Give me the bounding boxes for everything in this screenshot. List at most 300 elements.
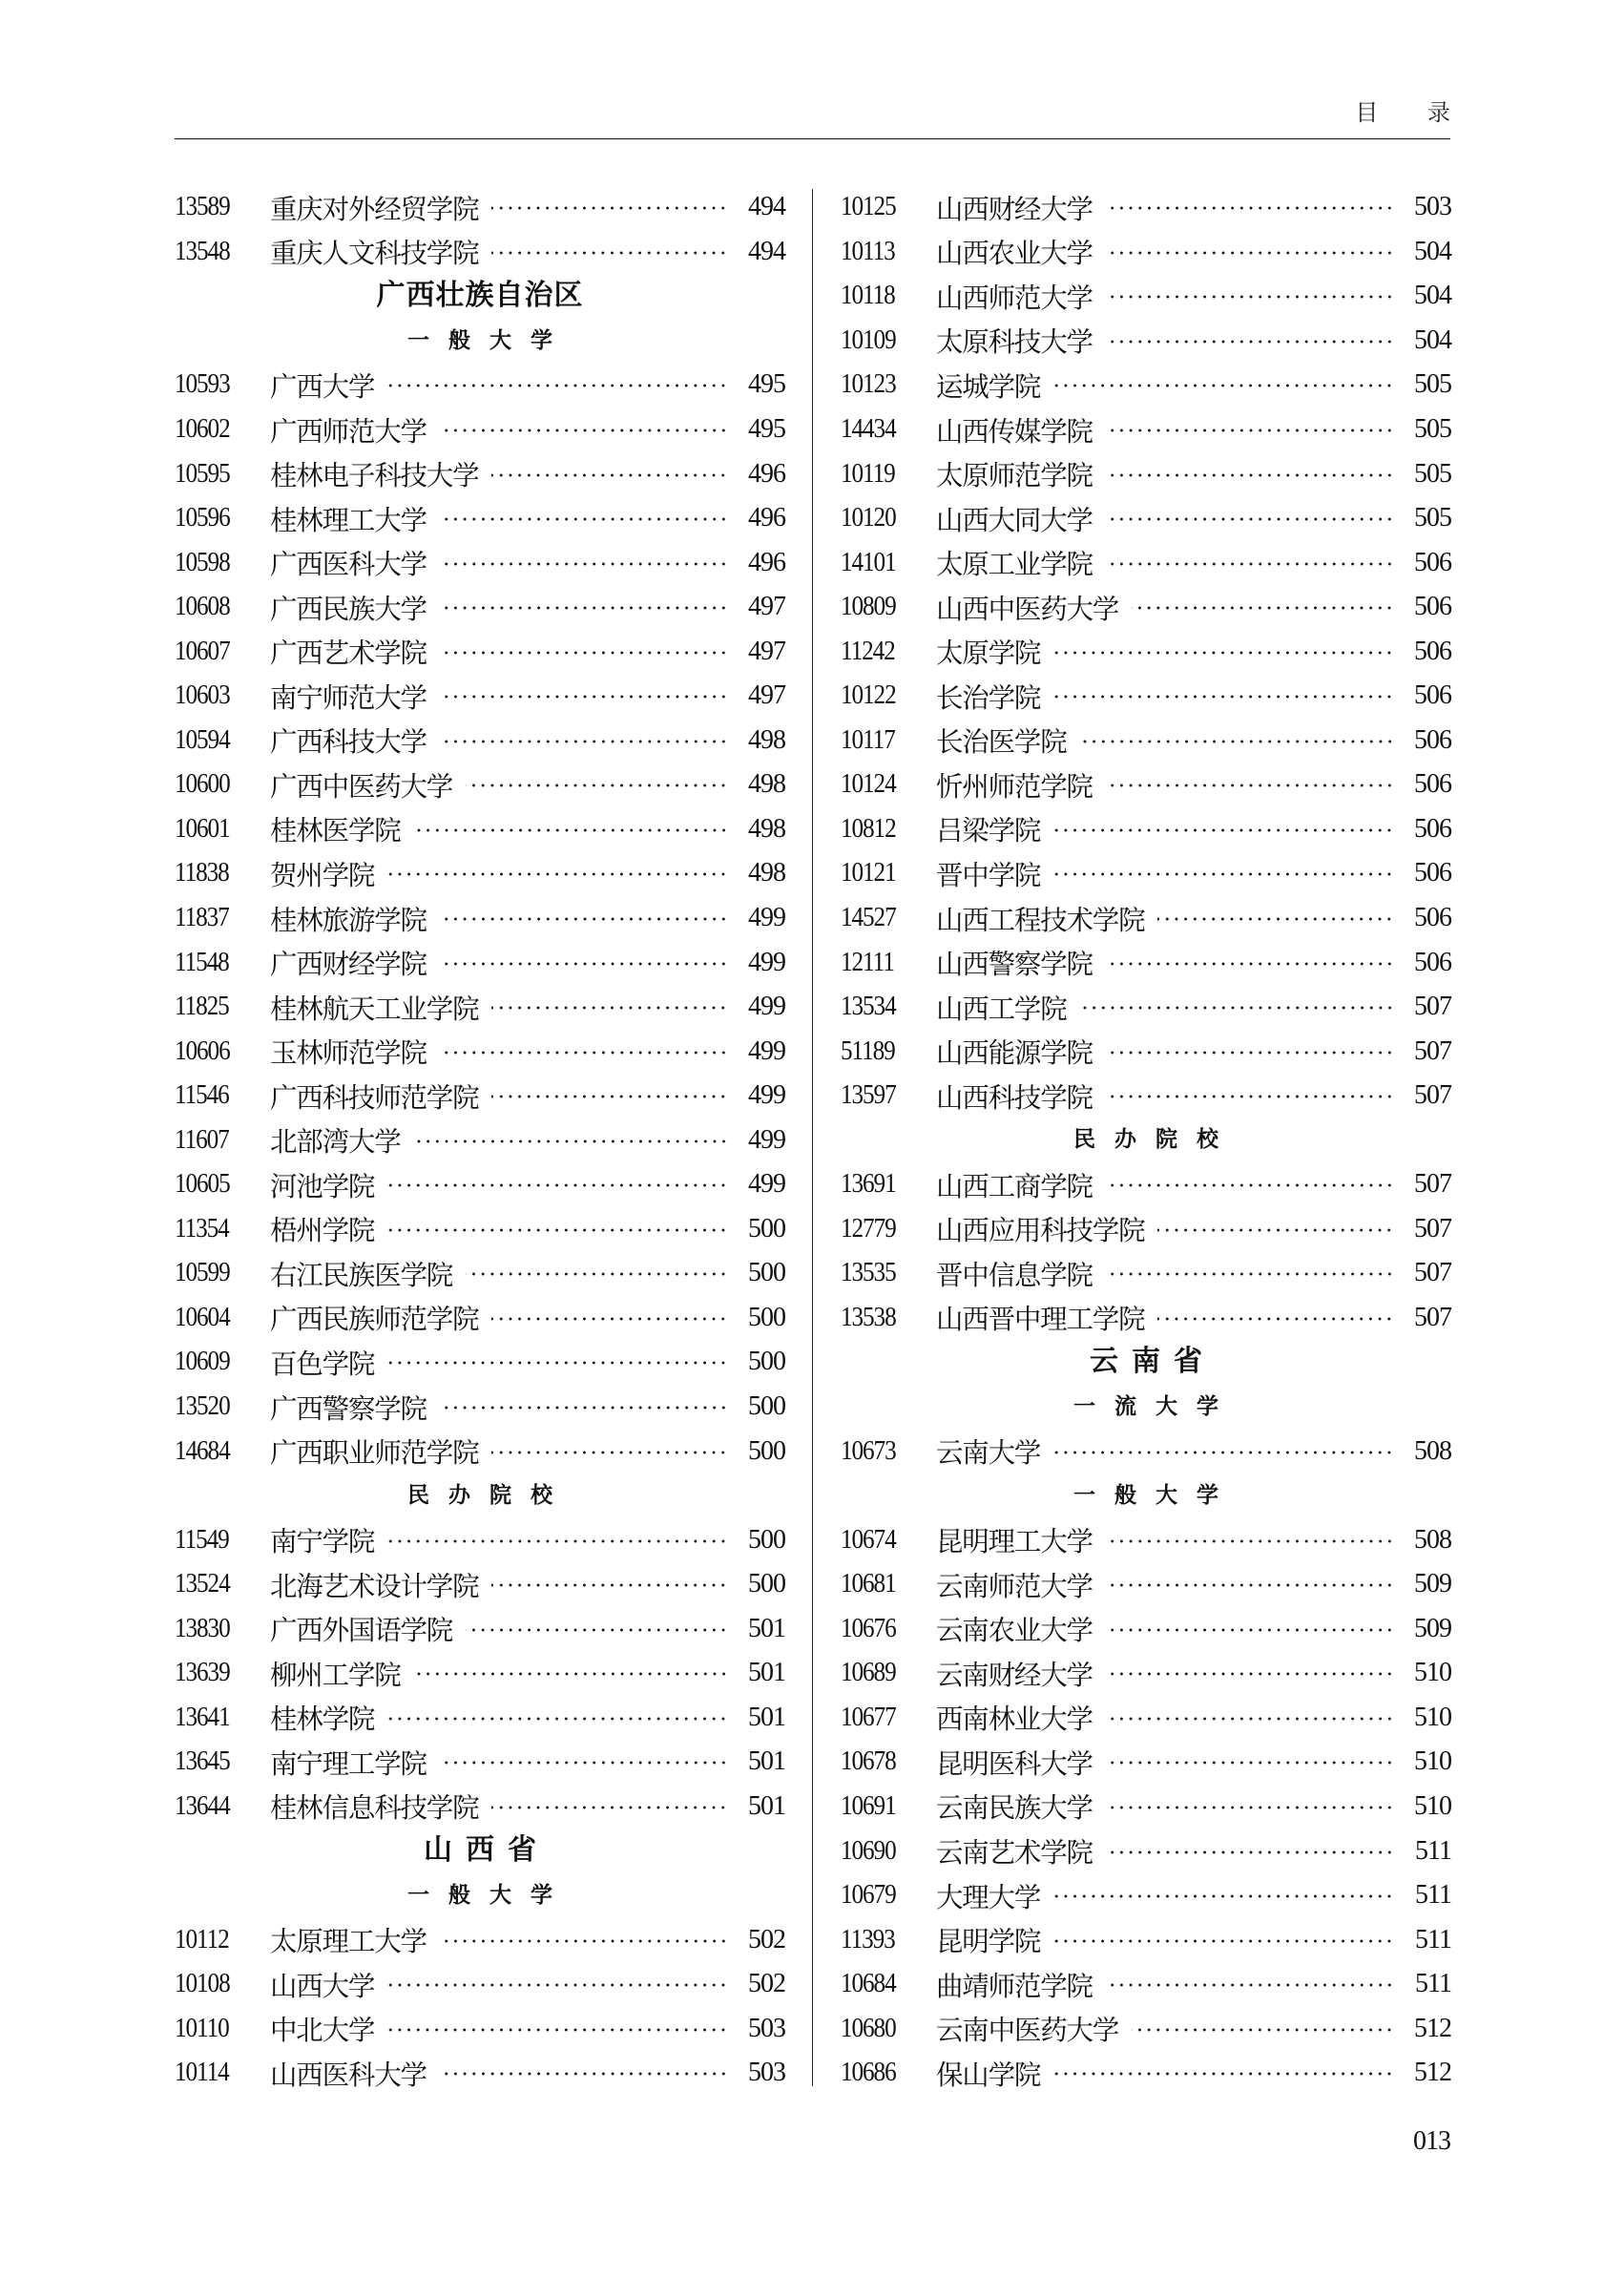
category-heading: 民办院校 bbox=[407, 1482, 572, 1508]
institution-name: 广西外国语学院 bbox=[270, 1615, 453, 1647]
dot-leader bbox=[1053, 1894, 1394, 1898]
institution-code: 10599 bbox=[175, 1258, 230, 1288]
page-ref: 507 bbox=[1414, 1213, 1451, 1243]
page-ref: 499 bbox=[748, 1035, 785, 1066]
toc-entry[interactable] bbox=[841, 1917, 1451, 1962]
page-ref: 507 bbox=[1414, 1302, 1451, 1332]
dot-leader bbox=[1053, 1451, 1394, 1454]
institution-code: 10676 bbox=[841, 1613, 896, 1643]
toc-entry[interactable] bbox=[175, 1385, 785, 1430]
institution-code: 14527 bbox=[841, 903, 896, 933]
toc-entry[interactable] bbox=[841, 940, 1451, 985]
toc-entry[interactable] bbox=[175, 1296, 785, 1341]
institution-code: 11825 bbox=[175, 992, 229, 1022]
toc-entry[interactable] bbox=[175, 807, 785, 852]
page-ref: 506 bbox=[1414, 547, 1451, 577]
institution-name: 广西艺术学院 bbox=[270, 637, 427, 670]
toc-entry[interactable] bbox=[841, 185, 1451, 230]
toc-entry[interactable] bbox=[175, 763, 785, 807]
toc-entry[interactable] bbox=[841, 807, 1451, 852]
dot-leader bbox=[491, 1451, 728, 1454]
toc-entry[interactable] bbox=[841, 1607, 1451, 1652]
institution-name: 太原理工大学 bbox=[270, 1926, 427, 1958]
toc-entry[interactable] bbox=[175, 719, 785, 763]
toc-entry[interactable] bbox=[841, 1517, 1451, 1562]
institution-name: 中北大学 bbox=[270, 2015, 375, 2047]
column-divider bbox=[812, 189, 813, 2086]
dot-leader bbox=[440, 517, 728, 521]
toc-column-left bbox=[175, 185, 785, 2096]
toc-entry[interactable] bbox=[175, 1251, 785, 1296]
institution-name: 云南艺术学院 bbox=[936, 1837, 1093, 1869]
institution-code: 10595 bbox=[175, 458, 230, 489]
dot-leader bbox=[1106, 1761, 1394, 1765]
dot-leader bbox=[1106, 517, 1394, 521]
institution-name: 太原工业学院 bbox=[936, 549, 1093, 581]
institution-code: 10809 bbox=[841, 592, 896, 622]
toc-entry[interactable] bbox=[841, 1429, 1451, 1473]
page-ref: 506 bbox=[1414, 813, 1451, 844]
dot-leader bbox=[387, 1228, 728, 1232]
institution-name: 南宁师范大学 bbox=[270, 681, 427, 714]
toc-entry[interactable] bbox=[175, 185, 785, 230]
toc-entry[interactable] bbox=[841, 1162, 1451, 1207]
toc-entry[interactable] bbox=[175, 1607, 785, 1652]
dot-leader bbox=[1106, 473, 1394, 477]
page-ref: 500 bbox=[748, 1569, 785, 1599]
toc-entry[interactable] bbox=[175, 585, 785, 630]
page-ref: 510 bbox=[1414, 1702, 1451, 1732]
toc-entry[interactable] bbox=[841, 2051, 1451, 2096]
institution-name: 山西师范大学 bbox=[936, 282, 1093, 314]
dot-leader bbox=[1053, 828, 1394, 832]
dot-leader bbox=[387, 384, 728, 387]
toc-entry[interactable] bbox=[175, 363, 785, 408]
page-ref: 502 bbox=[748, 1969, 785, 1999]
institution-name: 云南农业大学 bbox=[936, 1615, 1093, 1647]
toc-entry[interactable] bbox=[841, 1962, 1451, 2007]
institution-code: 14101 bbox=[841, 547, 896, 577]
institution-code: 10603 bbox=[175, 680, 230, 711]
institution-code: 11546 bbox=[175, 1080, 229, 1111]
dot-leader bbox=[1053, 651, 1394, 655]
institution-name: 云南民族大学 bbox=[936, 1792, 1093, 1825]
institution-code: 10679 bbox=[841, 1880, 896, 1911]
institution-code: 11393 bbox=[841, 1924, 895, 1954]
dot-leader bbox=[491, 1006, 728, 1010]
toc-entry[interactable] bbox=[175, 1074, 785, 1118]
page-ref: 503 bbox=[748, 2058, 785, 2088]
institution-name: 西南林业大学 bbox=[936, 1703, 1093, 1736]
toc-entry[interactable] bbox=[175, 1029, 785, 1074]
institution-code: 10604 bbox=[175, 1302, 230, 1332]
dot-leader bbox=[1106, 1051, 1394, 1055]
toc-entry[interactable] bbox=[175, 1962, 785, 2007]
institution-name: 南宁理工学院 bbox=[270, 1747, 427, 1780]
institution-code: 10122 bbox=[841, 680, 896, 711]
institution-code: 10596 bbox=[175, 503, 230, 533]
institution-code: 10607 bbox=[175, 636, 230, 666]
toc-entry[interactable] bbox=[841, 451, 1451, 496]
page-ref: 510 bbox=[1414, 1746, 1451, 1777]
page-ref: 500 bbox=[748, 1391, 785, 1422]
institution-code: 11607 bbox=[175, 1124, 229, 1155]
toc-entry[interactable] bbox=[841, 230, 1451, 275]
institution-name: 广西科技大学 bbox=[270, 726, 427, 759]
institution-name: 云南财经大学 bbox=[936, 1659, 1093, 1691]
institution-name: 云南中医药大学 bbox=[936, 2015, 1119, 2047]
page-ref: 508 bbox=[1414, 1524, 1451, 1555]
dot-leader bbox=[1106, 340, 1394, 344]
toc-entry[interactable] bbox=[841, 1740, 1451, 1785]
dot-leader bbox=[1106, 1806, 1394, 1809]
institution-name: 广西财经学院 bbox=[270, 949, 427, 981]
institution-name: 长治医学院 bbox=[936, 726, 1067, 759]
page-ref: 496 bbox=[748, 547, 785, 577]
institution-name: 桂林理工大学 bbox=[270, 504, 427, 536]
page-ref: 511 bbox=[1415, 1835, 1451, 1866]
dot-leader bbox=[440, 606, 728, 610]
dot-leader bbox=[491, 1583, 728, 1587]
institution-code: 10598 bbox=[175, 547, 230, 577]
institution-code: 10606 bbox=[175, 1035, 230, 1066]
institution-code: 13520 bbox=[175, 1391, 230, 1422]
institution-code: 13645 bbox=[175, 1746, 230, 1777]
toc-entry[interactable] bbox=[175, 985, 785, 1030]
toc-entry[interactable] bbox=[841, 496, 1451, 541]
dot-leader bbox=[1053, 384, 1394, 387]
institution-code: 10602 bbox=[175, 414, 230, 444]
dot-leader bbox=[491, 1806, 728, 1809]
dot-leader bbox=[387, 1983, 728, 1987]
institution-code: 10681 bbox=[841, 1569, 896, 1599]
dot-leader bbox=[1080, 1006, 1394, 1010]
dot-leader bbox=[1106, 1539, 1394, 1543]
dot-leader bbox=[387, 1361, 728, 1365]
toc-entry[interactable] bbox=[175, 1517, 785, 1562]
institution-code: 13538 bbox=[841, 1302, 896, 1332]
institution-name: 山西科技学院 bbox=[936, 1081, 1093, 1114]
institution-code: 10605 bbox=[175, 1169, 230, 1200]
institution-name: 广西中医药大学 bbox=[270, 770, 453, 803]
dot-leader bbox=[491, 206, 728, 210]
dot-leader bbox=[440, 1939, 728, 1943]
institution-code: 12111 bbox=[841, 947, 894, 977]
toc-entry[interactable] bbox=[841, 319, 1451, 364]
institution-code: 13534 bbox=[841, 992, 896, 1022]
institution-name: 晋中信息学院 bbox=[936, 1259, 1093, 1291]
region-heading: 广西壮族自治区 bbox=[376, 279, 584, 313]
category-heading: 一般大学 bbox=[407, 1882, 572, 1908]
dot-leader bbox=[466, 784, 728, 787]
institution-name: 山西医科大学 bbox=[270, 2059, 427, 2091]
institution-code: 10608 bbox=[175, 592, 230, 622]
dot-leader bbox=[1132, 2028, 1394, 2032]
page-ref: 507 bbox=[1414, 992, 1451, 1022]
page-ref: 506 bbox=[1414, 680, 1451, 711]
toc-entry[interactable] bbox=[175, 230, 785, 275]
institution-code: 13691 bbox=[841, 1169, 896, 1200]
institution-code: 13535 bbox=[841, 1258, 896, 1288]
institution-name: 广西警察学院 bbox=[270, 1392, 427, 1425]
page-ref: 506 bbox=[1414, 592, 1451, 622]
page-ref: 496 bbox=[748, 458, 785, 489]
dot-leader bbox=[491, 1095, 728, 1098]
toc-entry[interactable] bbox=[175, 896, 785, 941]
institution-code: 12779 bbox=[841, 1213, 896, 1243]
toc-entry[interactable] bbox=[841, 629, 1451, 674]
institution-code: 10593 bbox=[175, 369, 230, 400]
dot-leader bbox=[1106, 1272, 1394, 1276]
dot-leader bbox=[1157, 1317, 1394, 1321]
dot-leader bbox=[1053, 695, 1394, 699]
toc-entry[interactable] bbox=[175, 674, 785, 719]
institution-code: 10691 bbox=[841, 1790, 896, 1821]
institution-code: 13639 bbox=[175, 1658, 230, 1688]
toc-entry[interactable] bbox=[841, 1296, 1451, 1341]
page-ref: 507 bbox=[1414, 1258, 1451, 1288]
toc-entry[interactable] bbox=[175, 1740, 785, 1785]
dot-leader bbox=[1080, 740, 1394, 743]
institution-name: 山西应用科技学院 bbox=[936, 1215, 1145, 1247]
institution-name: 运城学院 bbox=[936, 370, 1041, 403]
page-ref: 497 bbox=[748, 680, 785, 711]
page-ref: 506 bbox=[1414, 858, 1451, 888]
institution-code: 10113 bbox=[841, 236, 895, 266]
institution-code: 13644 bbox=[175, 1790, 230, 1821]
toc-entry[interactable] bbox=[841, 674, 1451, 719]
institution-code: 10601 bbox=[175, 813, 230, 844]
page-ref: 507 bbox=[1414, 1035, 1451, 1066]
page-ref: 498 bbox=[748, 813, 785, 844]
toc-entry[interactable] bbox=[175, 1429, 785, 1473]
institution-code: 11242 bbox=[841, 636, 895, 666]
toc-entry[interactable] bbox=[175, 1651, 785, 1696]
dot-leader bbox=[491, 473, 728, 477]
dot-leader bbox=[414, 1672, 728, 1676]
page-ref: 507 bbox=[1414, 1169, 1451, 1200]
toc-column-right bbox=[841, 185, 1451, 2096]
toc-entry[interactable] bbox=[841, 1562, 1451, 1607]
institution-name: 昆明理工大学 bbox=[936, 1526, 1093, 1558]
page-ref: 504 bbox=[1414, 281, 1451, 311]
institution-code: 10117 bbox=[841, 724, 895, 755]
toc-entry[interactable] bbox=[841, 896, 1451, 941]
institution-name: 广西大学 bbox=[270, 370, 375, 403]
dot-leader bbox=[491, 251, 728, 255]
toc-entry[interactable] bbox=[841, 540, 1451, 585]
dot-leader bbox=[1106, 1583, 1394, 1587]
dot-leader bbox=[1157, 917, 1394, 921]
page-ref: 506 bbox=[1414, 724, 1451, 755]
toc-entry[interactable] bbox=[175, 1562, 785, 1607]
institution-name: 曲靖师范学院 bbox=[936, 1970, 1093, 2002]
toc-entry[interactable] bbox=[841, 1829, 1451, 1873]
institution-code: 10674 bbox=[841, 1524, 896, 1555]
page-ref: 499 bbox=[748, 1169, 785, 1200]
institution-name: 右江民族医学院 bbox=[270, 1259, 453, 1291]
toc-entry[interactable] bbox=[841, 2006, 1451, 2051]
institution-code: 10677 bbox=[841, 1702, 896, 1732]
institution-name: 云南师范大学 bbox=[936, 1570, 1093, 1602]
page-ref: 505 bbox=[1414, 414, 1451, 444]
institution-name: 太原科技大学 bbox=[936, 326, 1093, 359]
institution-name: 忻州师范学院 bbox=[936, 770, 1093, 803]
toc-entry[interactable] bbox=[175, 1917, 785, 1962]
institution-name: 保山学院 bbox=[936, 2059, 1041, 2091]
dot-leader bbox=[414, 828, 728, 832]
page-ref: 508 bbox=[1414, 1435, 1451, 1466]
page-ref: 501 bbox=[748, 1613, 785, 1643]
toc-entry[interactable] bbox=[841, 1251, 1451, 1296]
institution-code: 13830 bbox=[175, 1613, 230, 1643]
toc-entry[interactable] bbox=[841, 1785, 1451, 1829]
page-ref: 499 bbox=[748, 903, 785, 933]
toc-entry[interactable] bbox=[841, 585, 1451, 630]
toc-entry[interactable] bbox=[841, 719, 1451, 763]
toc-entry[interactable] bbox=[175, 451, 785, 496]
dot-leader bbox=[440, 962, 728, 966]
institution-code: 11838 bbox=[175, 858, 229, 888]
page-ref: 506 bbox=[1414, 947, 1451, 977]
page-ref: 495 bbox=[748, 414, 785, 444]
toc-entry[interactable] bbox=[175, 851, 785, 896]
toc-entry[interactable] bbox=[175, 1696, 785, 1741]
dot-leader bbox=[1106, 1183, 1394, 1187]
category-heading: 民办院校 bbox=[1073, 1127, 1238, 1153]
institution-code: 10121 bbox=[841, 858, 896, 888]
dot-leader bbox=[466, 1628, 728, 1632]
institution-code: 10673 bbox=[841, 1435, 896, 1466]
institution-code: 10594 bbox=[175, 724, 230, 755]
institution-code: 10110 bbox=[175, 2013, 229, 2043]
category-heading: 一般大学 bbox=[1073, 1482, 1238, 1508]
dot-leader bbox=[1106, 1717, 1394, 1721]
dot-leader bbox=[387, 872, 728, 876]
page-ref: 510 bbox=[1414, 1658, 1451, 1688]
institution-name: 广西职业师范学院 bbox=[270, 1437, 479, 1470]
page-ref: 506 bbox=[1414, 903, 1451, 933]
dot-leader bbox=[440, 1051, 728, 1055]
dot-leader bbox=[387, 2028, 728, 2032]
toc-entry[interactable] bbox=[175, 540, 785, 585]
institution-name: 北海艺术设计学院 bbox=[270, 1570, 479, 1602]
institution-name: 广西民族大学 bbox=[270, 593, 427, 625]
institution-code: 13597 bbox=[841, 1080, 896, 1111]
institution-name: 桂林旅游学院 bbox=[270, 904, 427, 936]
toc-entry[interactable] bbox=[175, 1162, 785, 1207]
institution-name: 山西能源学院 bbox=[936, 1037, 1093, 1070]
institution-code: 13641 bbox=[175, 1702, 230, 1732]
dot-leader bbox=[1106, 1983, 1394, 1987]
page-ref: 507 bbox=[1414, 1080, 1451, 1111]
page-ref: 511 bbox=[1415, 1924, 1451, 1954]
institution-name: 玉林师范学院 bbox=[270, 1037, 427, 1070]
institution-code: 13589 bbox=[175, 192, 230, 222]
toc-entry[interactable] bbox=[175, 1340, 785, 1385]
institution-name: 山西中医药大学 bbox=[936, 593, 1119, 625]
page-ref: 501 bbox=[748, 1790, 785, 1821]
institution-code: 10114 bbox=[175, 2058, 229, 2088]
toc-entry[interactable] bbox=[841, 985, 1451, 1030]
institution-name: 太原学院 bbox=[936, 637, 1041, 670]
page-ref: 501 bbox=[748, 1658, 785, 1688]
institution-code: 10123 bbox=[841, 369, 896, 400]
institution-name: 广西医科大学 bbox=[270, 549, 427, 581]
institution-code: 11549 bbox=[175, 1524, 229, 1555]
toc-entry[interactable] bbox=[841, 1029, 1451, 1074]
page-ref: 512 bbox=[1414, 2013, 1451, 2043]
page-ref: 505 bbox=[1414, 369, 1451, 400]
category-heading: 一流大学 bbox=[1073, 1393, 1238, 1419]
toc-entry[interactable] bbox=[175, 496, 785, 541]
dot-leader bbox=[1106, 784, 1394, 787]
page-ref: 511 bbox=[1415, 1880, 1451, 1911]
institution-name: 山西工程技术学院 bbox=[936, 904, 1145, 936]
page-ref: 499 bbox=[748, 947, 785, 977]
dot-leader bbox=[491, 1317, 728, 1321]
toc-entry[interactable] bbox=[175, 408, 785, 452]
page-ref: 501 bbox=[748, 1702, 785, 1732]
page-ref: 506 bbox=[1414, 769, 1451, 800]
toc-entry[interactable] bbox=[841, 1074, 1451, 1118]
dot-leader bbox=[440, 917, 728, 921]
toc-entry[interactable] bbox=[841, 1873, 1451, 1918]
institution-name: 山西大同大学 bbox=[936, 504, 1093, 536]
institution-code: 10108 bbox=[175, 1969, 230, 1999]
toc-entry[interactable] bbox=[175, 2006, 785, 2051]
dot-leader bbox=[1106, 1095, 1394, 1098]
institution-name: 昆明医科大学 bbox=[936, 1747, 1093, 1780]
region-heading: 云南省 bbox=[1090, 1345, 1216, 1379]
institution-code: 14434 bbox=[841, 414, 896, 444]
page-ref: 509 bbox=[1414, 1569, 1451, 1599]
toc-entry[interactable] bbox=[175, 2051, 785, 2096]
page-ref: 506 bbox=[1414, 636, 1451, 666]
region-heading: 山西省 bbox=[424, 1833, 550, 1868]
toc-entry[interactable] bbox=[841, 363, 1451, 408]
institution-code: 14684 bbox=[175, 1435, 230, 1466]
toc-entry[interactable] bbox=[175, 629, 785, 674]
toc-entry[interactable] bbox=[175, 1118, 785, 1162]
institution-name: 山西传媒学院 bbox=[936, 415, 1093, 448]
institution-name: 柳州工学院 bbox=[270, 1659, 401, 1691]
institution-name: 山西工学院 bbox=[936, 993, 1067, 1025]
toc-entry[interactable] bbox=[175, 1785, 785, 1829]
toc-entry[interactable] bbox=[841, 1207, 1451, 1252]
toc-entry[interactable] bbox=[841, 1651, 1451, 1696]
page-ref: 509 bbox=[1414, 1613, 1451, 1643]
running-head: 目 录 bbox=[1355, 99, 1471, 126]
toc-entry[interactable] bbox=[841, 851, 1451, 896]
toc-entry[interactable] bbox=[841, 1696, 1451, 1741]
dot-leader bbox=[1106, 251, 1394, 255]
toc-entry[interactable] bbox=[175, 940, 785, 985]
dot-leader bbox=[440, 1406, 728, 1410]
dot-leader bbox=[1132, 606, 1394, 610]
institution-name: 梧州学院 bbox=[270, 1215, 375, 1247]
page-ref: 510 bbox=[1414, 1790, 1451, 1821]
institution-code: 11354 bbox=[175, 1213, 229, 1243]
toc-entry[interactable] bbox=[841, 763, 1451, 807]
toc-entry[interactable] bbox=[841, 408, 1451, 452]
institution-name: 山西大学 bbox=[270, 1970, 375, 2002]
toc-entry[interactable] bbox=[841, 274, 1451, 319]
category-heading: 一般大学 bbox=[407, 327, 572, 353]
dot-leader bbox=[1106, 295, 1394, 299]
page-ref: 502 bbox=[748, 1924, 785, 1954]
toc-entry[interactable] bbox=[175, 1207, 785, 1252]
